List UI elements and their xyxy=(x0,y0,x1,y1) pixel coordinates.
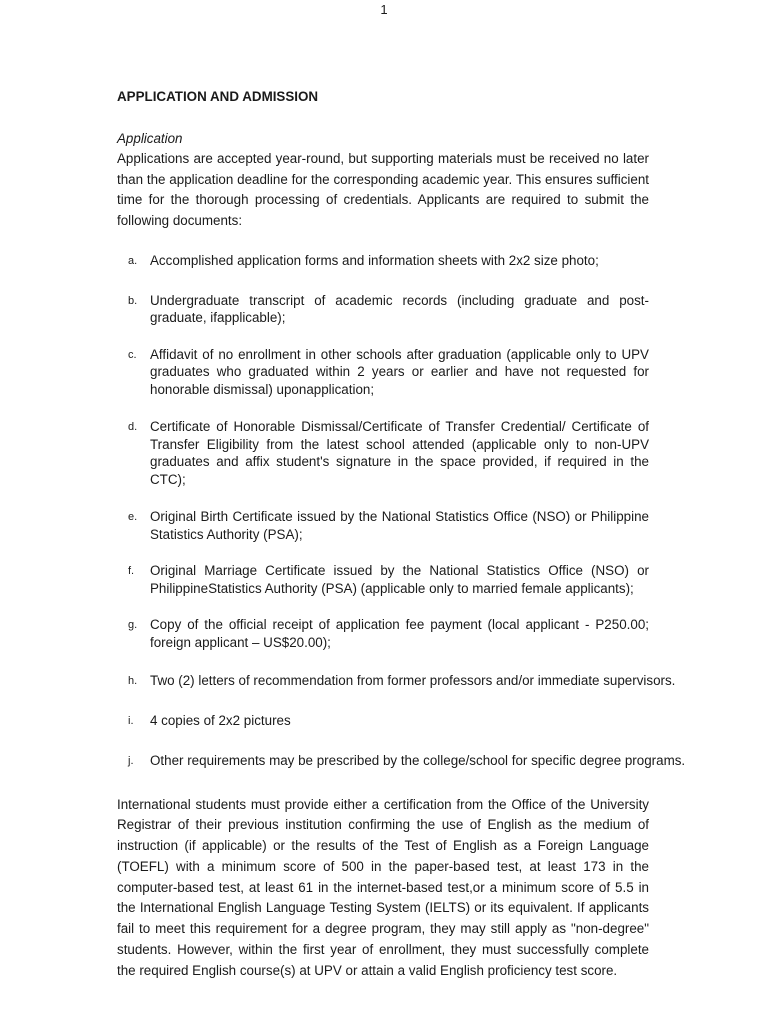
list-marker: c. xyxy=(128,348,137,361)
section-heading: APPLICATION AND ADMISSION xyxy=(117,89,319,104)
list-marker: a. xyxy=(128,255,138,267)
intro-paragraph: Applications are accepted year-round, but supporting materials must be received no later than the application deadline for the corresponding academic year. This ensures sufficient time for the thorough processing of credentials. Applicants are required to submit the following documents: xyxy=(117,151,649,228)
list-item xyxy=(117,508,649,543)
list-marker: f. xyxy=(128,565,135,577)
list-item-text: Undergraduate transcript of academic records (including graduate and post-graduate, ifapplicable); xyxy=(150,292,649,325)
subsection-heading: Application xyxy=(117,130,183,146)
document-body xyxy=(117,87,686,982)
international-students-paragraph: International students must provide either a certification from the Office of the University Registrar of their previous institution confirming the use of English as the medium of instruction (if applicable) or the results of the Test of English as a Foreign Language (TOEFL) with a minimum score of 500 in the paper-based test, at least 173 in the computer-based test, at least 61 in the internet-based test,or a minimum score of 5.5 in the International English Language Testing System (IELTS) or its equivalent. If applicants fail to meet this requirement for a degree program, they may still apply as "non-degree" students. However, within the first year of enrollment, they must successfully complete the required English course(s) at UPV or attain a valid English proficiency test score. xyxy=(117,796,649,978)
list-marker: e. xyxy=(128,511,138,523)
list-item xyxy=(117,292,649,327)
list-marker: d. xyxy=(128,421,138,433)
list-item-text: Accomplished application forms and information sheets with 2x2 size photo; xyxy=(150,253,599,268)
list-marker: b. xyxy=(128,294,138,307)
list-item xyxy=(117,562,649,597)
list-marker: j. xyxy=(128,755,134,767)
list-item xyxy=(117,616,649,651)
list-item xyxy=(117,672,676,690)
list-item-text: Original Birth Certificate issued by the National Statistics Office (NSO) or Philippine Statistics Authority (PSA); xyxy=(150,509,649,542)
list-item xyxy=(117,418,649,488)
list-item-text: 4 copies of 2x2 pictures xyxy=(150,712,291,728)
list-item xyxy=(117,752,686,770)
list-item-text: Certificate of Honorable Dismissal/Certificate of Transfer Credential/ Certificate of Transfer Eligibility from the latest school attended (applicable only to non-UPV graduates and affix student's signature in the space provided, if required in the CTC); xyxy=(150,419,649,487)
list-item-text: Copy of the official receipt of application fee payment (local applicant - P250.00; foreign applicant – US$20.00); xyxy=(150,617,649,650)
list-marker: i. xyxy=(128,714,134,727)
list-marker: h. xyxy=(128,675,138,687)
page-number: 1 xyxy=(380,2,388,17)
list-item-text: Affidavit of no enrollment in other schools after graduation (applicable only to UPV graduates who graduated within 2 years or earlier and have not requested for honorable dismissal) uponapplication; xyxy=(150,346,649,397)
list-marker: g. xyxy=(128,619,138,631)
list-item xyxy=(117,712,649,730)
list-item-text: Other requirements may be prescribed by the college/school for specific degree programs. xyxy=(150,753,686,768)
list-item xyxy=(117,252,649,270)
list-item-text: Two (2) letters of recommendation from former professors and/or immediate supervisors. xyxy=(150,673,676,688)
requirements-list xyxy=(117,252,686,770)
list-item xyxy=(117,346,649,399)
list-item-text: Original Marriage Certificate issued by the National Statistics Office (NSO) or PhilippineStatistics Authority (PSA) (applicable only to married female applicants); xyxy=(150,563,649,596)
